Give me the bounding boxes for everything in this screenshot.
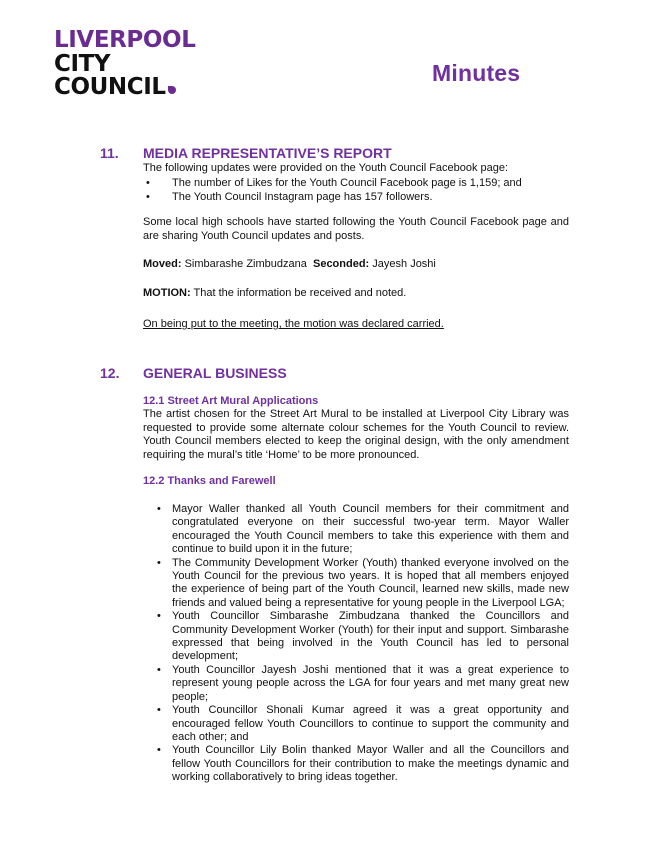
list-item: • Youth Councillor Lily Bolin thanked Mayor Waller and all the Councillors and fellow Youth Councillors for their contribution to make the meetings dynamic and working collaboratively to bring ideas together. (143, 744, 569, 784)
logo-line-liverpool: LIVERPOOL (54, 27, 196, 53)
motion-carried: On being put to the meeting, the motion was declared carried. (143, 318, 444, 330)
moved-value: Simbarashe Zimbudzana (184, 258, 307, 270)
section-11-heading: MEDIA REPRESENTATIVE’S REPORT (143, 145, 392, 161)
list-item: • Youth Councillor Jayesh Joshi mentioned that it was a great experience to represent young people across the LGA for four years and met many great new people; (143, 664, 569, 704)
council-logo (54, 29, 224, 100)
list-item: • The Community Development Worker (Youth) thanked everyone involved on the Youth Council for the previous two years. It is hoped that all members enjoyed the experience of being part of the Youth Council, learned new skills, made new friends and valued being a representative for young people in the Liverpool LGA; (143, 557, 569, 611)
list-item: • The Youth Council Instagram page has 157 followers. (143, 190, 522, 204)
moved-seconded-line (143, 258, 569, 272)
section-11-bullet-list (143, 176, 522, 204)
section-12-number: 12. (100, 365, 120, 381)
seconded-value: Jayesh Joshi (372, 258, 436, 270)
subsection-12-2-title: 12.2 Thanks and Farewell (143, 475, 276, 487)
seconded-label: Seconded: (312, 258, 370, 270)
list-item: • Mayor Waller thanked all Youth Council members for their commitment and congratulated everyone on their successful two-year term. Mayor Waller encouraged the Youth Council members to take this experience with them and continue to build upon it in the future; (143, 503, 569, 557)
motion-text: That the information be received and noted. (193, 287, 407, 299)
subsection-12-1-title: 12.1 Street Art Mural Applications (143, 395, 319, 407)
section-11-number: 11. (100, 145, 119, 161)
list-item: • Youth Councillor Simbarashe Zimbudzana thanked the Councillors and Community Development Worker (Youth) for their input and support. Simbarashe expressed that being involved in the Youth Council has led to personal development; (143, 610, 569, 664)
subsection-12-1-text: The artist chosen for the Street Art Mural to be installed at Liverpool City Library was requested to provide some alternate colour schemes for the Youth Council to review. Youth Council members elected to keep the original design, with the only amendment requiring the mural’s title ‘Home’ to be more pronounced. (143, 408, 569, 461)
subsection-12-2-bullet-list (143, 503, 569, 785)
moved-label: Moved: (143, 258, 182, 270)
section-11-paragraph: Some local high schools have started following the Youth Council Facebook page and are sharing Youth Council updates and posts. (143, 216, 569, 242)
section-12-heading: GENERAL BUSINESS (143, 365, 287, 381)
list-item: • Youth Councillor Shonali Kumar agreed it was a great opportunity and encouraged fellow Youth Councillors to continue to support the community and each other; and (143, 704, 569, 744)
logo-line-council-text: COUNCIL (54, 74, 166, 100)
motion-label: MOTION: (143, 287, 191, 299)
logo-line-council (54, 76, 224, 100)
motion-line (143, 287, 569, 301)
section-11-intro: The following updates were provided on the Youth Council Facebook page: (143, 162, 509, 174)
document-title: Minutes (432, 60, 521, 86)
logo-line-city: CITY (54, 50, 111, 77)
heart-icon (168, 86, 176, 94)
list-item: • The number of Likes for the Youth Council Facebook page is 1,159; and (143, 176, 522, 190)
